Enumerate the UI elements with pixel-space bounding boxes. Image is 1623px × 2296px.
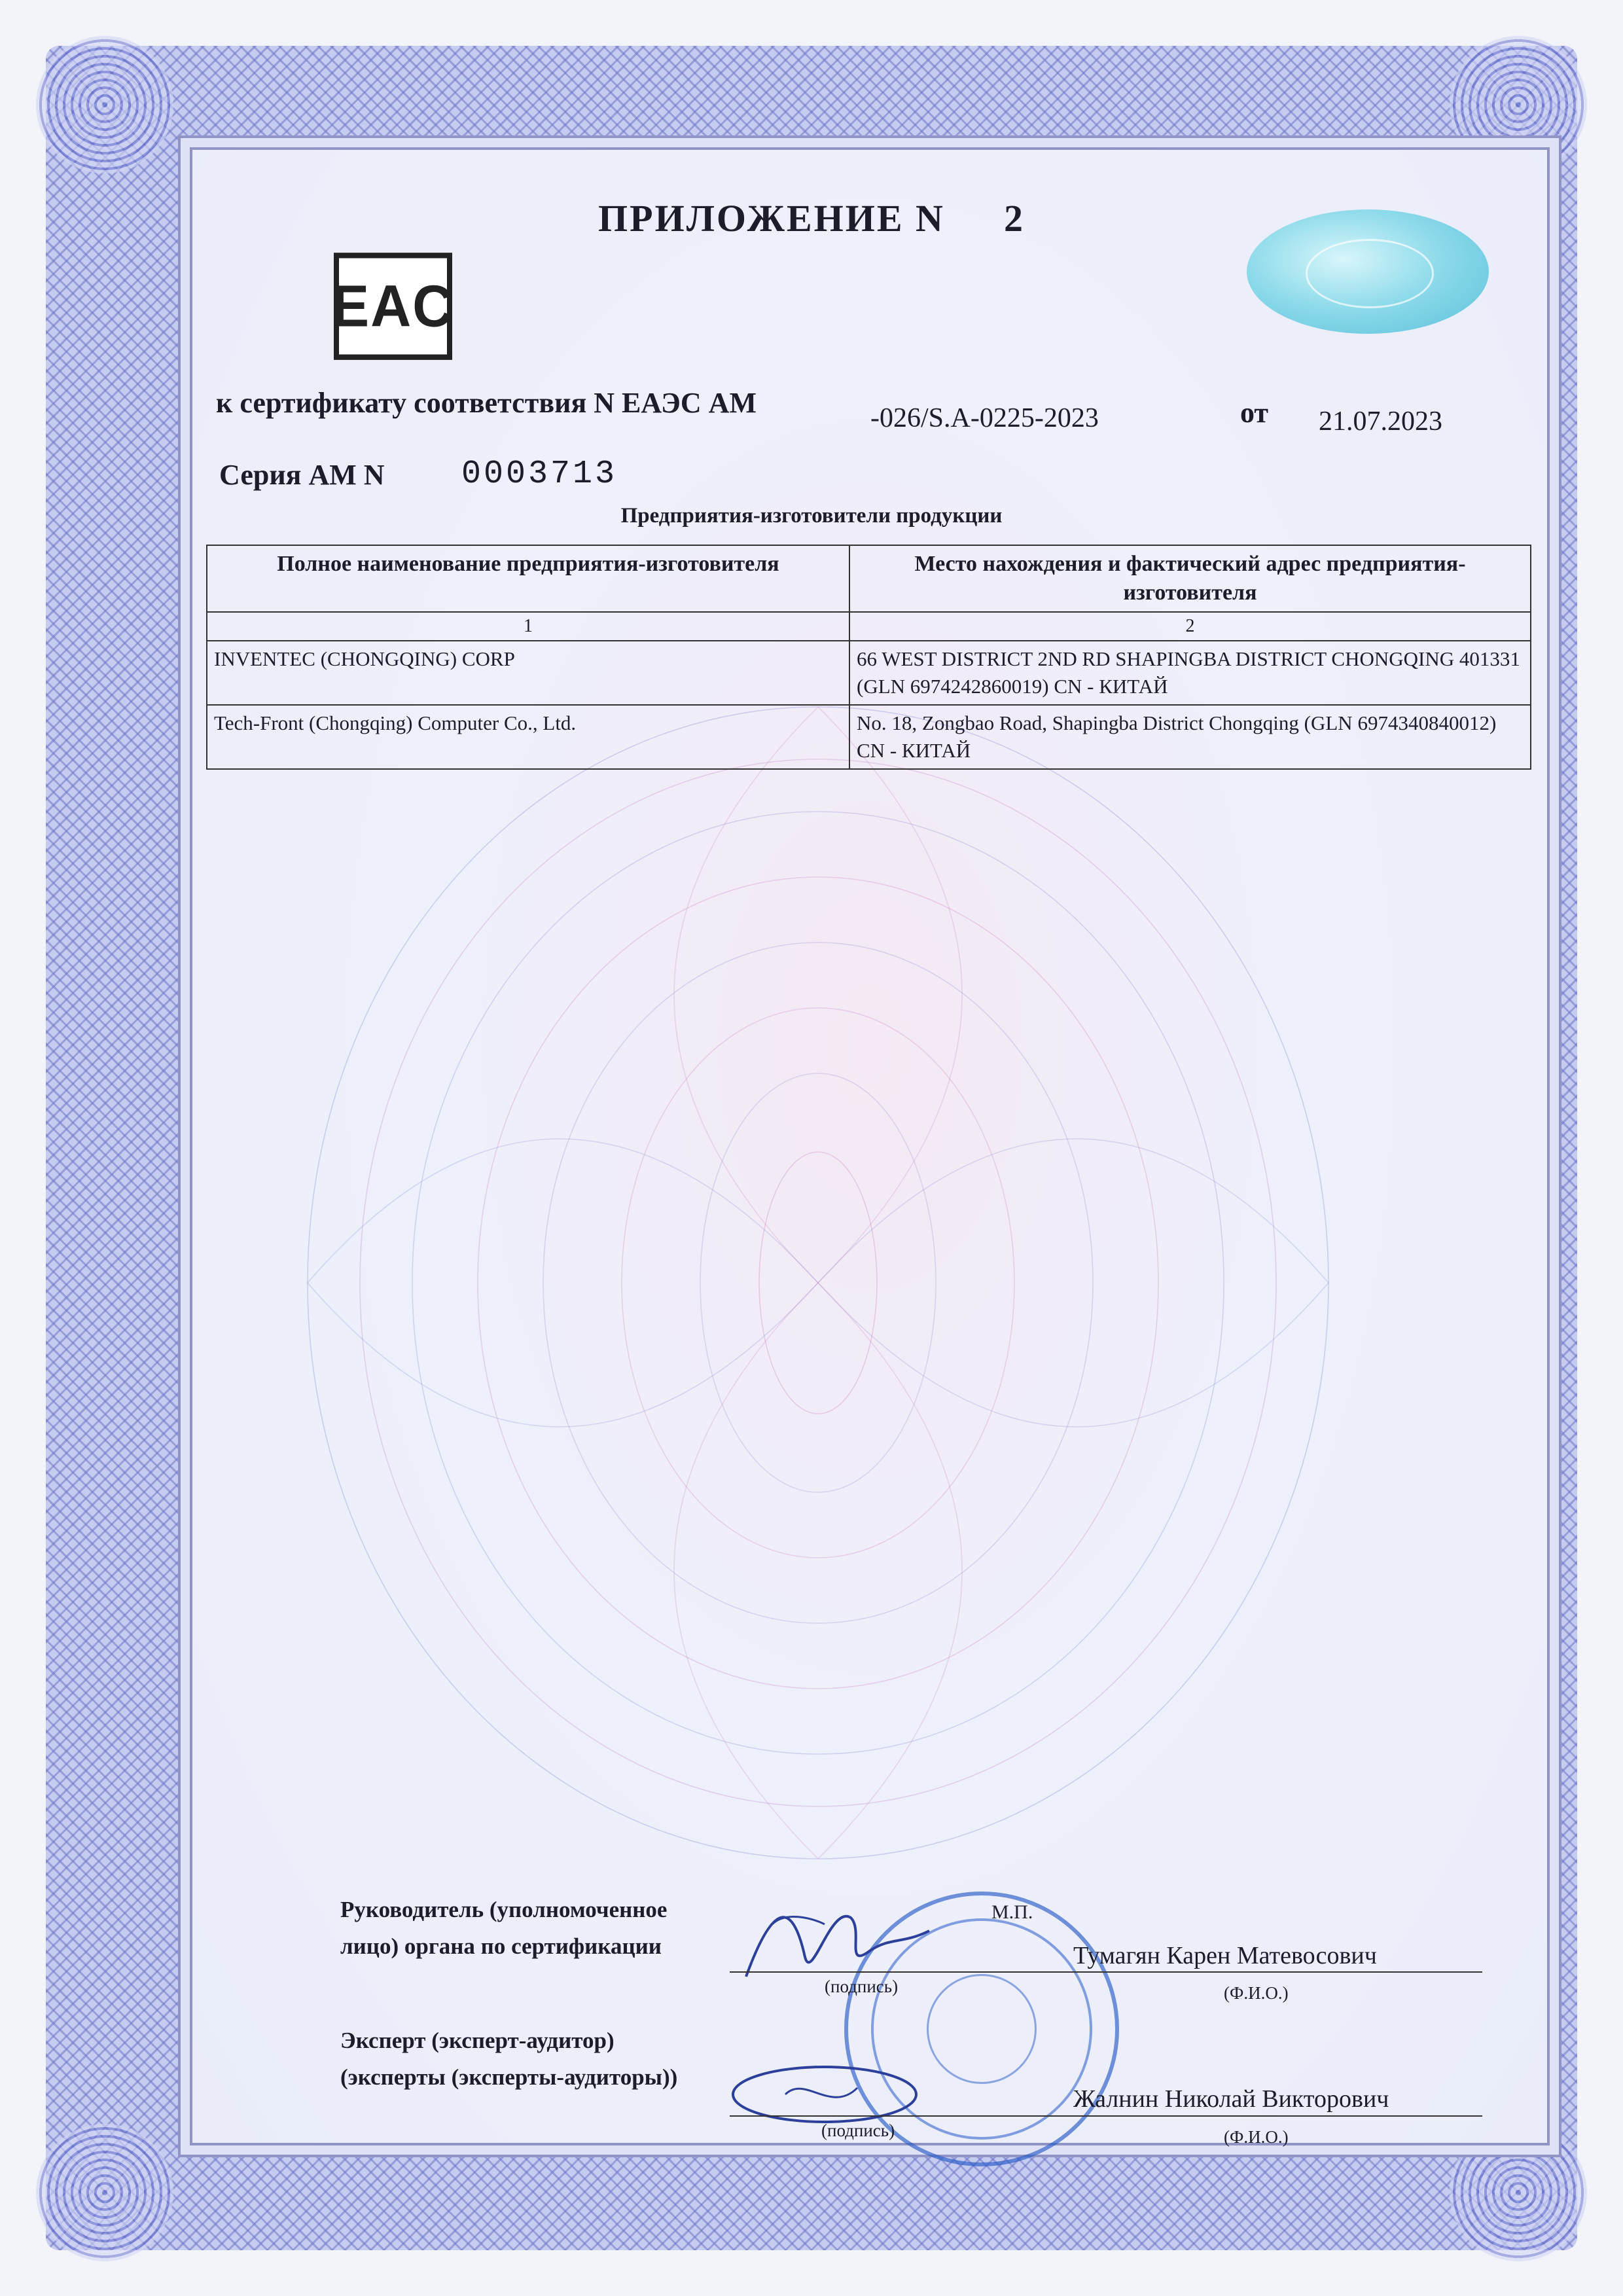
expert-label-line1: Эксперт (эксперт-аудитор): [340, 2028, 615, 2053]
manufacturer-name: INVENTEC (CHONGQING) CORP: [207, 641, 849, 705]
expert-label: [340, 2022, 677, 2096]
table-index-row: [207, 612, 1531, 641]
head-signature-caption: (подпись): [825, 1977, 899, 1996]
head-label-line1: Руководитель (уполномоченное: [340, 1897, 668, 1922]
eac-logo-text: EAC: [331, 273, 455, 339]
head-label: [340, 1892, 667, 1965]
series-label: Серия AM N: [219, 459, 385, 491]
eac-logo: [331, 253, 455, 360]
expert-label-line2: (эксперты (эксперты-аудиторы)): [340, 2064, 678, 2090]
table-row: [207, 641, 1531, 705]
certificate-number: -026/S.A-0225-2023: [870, 403, 1099, 433]
head-name: Тумагян Карен Матевосович: [1073, 1942, 1377, 1969]
manufacturers-table: [206, 545, 1531, 770]
certificate-date: 21.07.2023: [1319, 406, 1442, 437]
column-header-address: Место нахождения и фактический адрес предприятия-изготовителя: [849, 545, 1531, 612]
corner-ornament: [36, 2124, 173, 2261]
manufacturer-name: Tech-Front (Chongqing) Computer Co., Ltd.: [207, 705, 849, 769]
appendix-number: 2: [1003, 197, 1025, 240]
column-header-name: Полное наименование предприятия-изготовителя: [207, 545, 849, 612]
series-number: 0003713: [461, 456, 618, 493]
table-caption: Предприятия-изготовители продукции: [620, 504, 1003, 528]
column-index: 2: [849, 612, 1531, 641]
manufacturer-address: 66 WEST DISTRICT 2ND RD SHAPINGBA DISTRICT CHONGQING 401331 (GLN 6974242860019) CN - КИТАЙ: [849, 641, 1531, 705]
corner-ornament: [36, 36, 173, 173]
expert-signature-caption: (подпись): [821, 2121, 895, 2140]
head-label-line2: лицо) органа по сертификации: [340, 1933, 662, 1959]
expert-signature-line: [730, 2115, 1482, 2117]
expert-name: Жалнин Николай Викторович: [1073, 2085, 1389, 2113]
expert-fio-caption: (Ф.И.О.): [1224, 2127, 1289, 2147]
column-index: 1: [207, 612, 849, 641]
page-title: [0, 196, 1623, 240]
head-fio-caption: (Ф.И.О.): [1224, 1983, 1289, 2003]
appendix-title: ПРИЛОЖЕНИЕ N: [598, 197, 945, 240]
head-signature-line: [730, 1971, 1482, 1973]
certificate-label: к сертификату соответствия N ЕАЭС AM: [216, 387, 757, 419]
table-header-row: [207, 545, 1531, 612]
manufacturer-address: No. 18, Zongbao Road, Shapingba District Chongqing (GLN 6974340840012) CN - КИТАЙ: [849, 705, 1531, 769]
seal-place-mark: М.П.: [991, 1901, 1033, 1923]
guilloche-rosette: [281, 668, 1355, 1898]
table-row: [207, 705, 1531, 769]
certificate-date-label: от: [1240, 397, 1269, 429]
